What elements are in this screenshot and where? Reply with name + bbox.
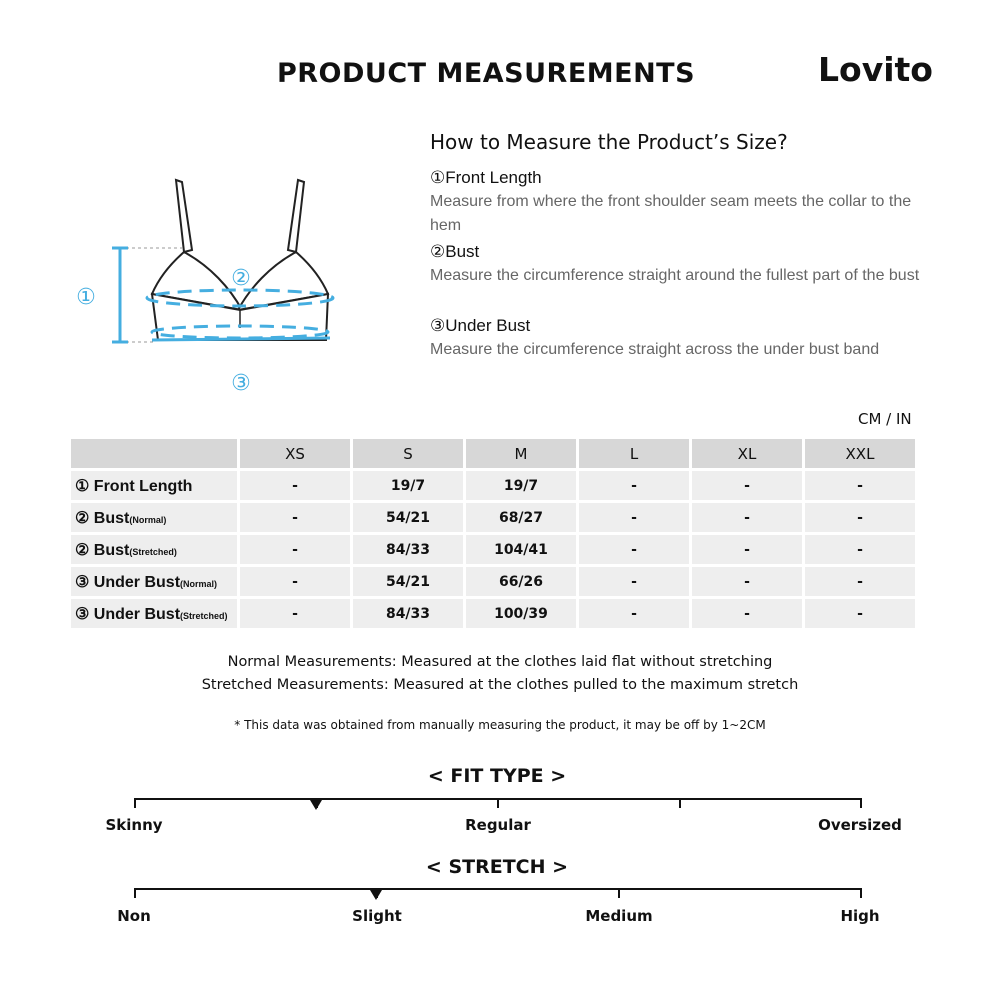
stretch-label-non: Non xyxy=(117,907,151,925)
fit-type-tick xyxy=(134,798,136,808)
table-cell: - xyxy=(692,567,802,596)
table-cell: 66/26 xyxy=(466,567,576,596)
table-cell: - xyxy=(579,471,689,500)
size-chart-table xyxy=(68,436,918,631)
table-cell: - xyxy=(579,599,689,628)
marker-under-bust: ③ xyxy=(231,371,251,396)
table-cell: - xyxy=(805,471,915,500)
table-cell: 19/7 xyxy=(353,471,463,500)
stretch-scale xyxy=(134,888,862,900)
brand-logo: Lovito xyxy=(818,50,933,89)
fit-type-tick xyxy=(497,798,499,808)
table-cell: - xyxy=(692,535,802,564)
stretch-tick xyxy=(376,888,378,898)
table-cell: - xyxy=(240,503,350,532)
howto-desc-bust: Measure the circumference straight around the fullest part of the bust xyxy=(430,267,920,284)
table-cell: - xyxy=(805,503,915,532)
table-cell: - xyxy=(805,599,915,628)
stretch-tick xyxy=(134,888,136,898)
howto-desc-under-bust: Measure the circumference straight across the under bust band xyxy=(430,341,880,358)
row-label: ② Bust(Stretched) xyxy=(71,535,237,564)
table-cell: - xyxy=(579,567,689,596)
table-cell: 100/39 xyxy=(466,599,576,628)
table-cell: 68/27 xyxy=(466,503,576,532)
howto-label-front-length: ①Front Length xyxy=(430,168,542,187)
note-disclaimer: * This data was obtained from manually measuring the product, it may be off by 1~2CM xyxy=(234,718,766,732)
row-label: ③ Under Bust(Stretched) xyxy=(71,599,237,628)
stretch-title: < STRETCH > xyxy=(425,856,569,878)
stretch-tick xyxy=(860,888,862,898)
page-title: PRODUCT MEASUREMENTS xyxy=(276,58,696,89)
row-label: ③ Under Bust(Normal) xyxy=(71,567,237,596)
size-header: S xyxy=(353,439,463,468)
table-cell: - xyxy=(805,567,915,596)
fit-type-tick xyxy=(679,798,681,808)
table-cell: 54/21 xyxy=(353,503,463,532)
table-cell: - xyxy=(240,567,350,596)
size-header: XS xyxy=(240,439,350,468)
fit-label-oversized: Oversized xyxy=(818,816,902,834)
unit-label: CM / IN xyxy=(858,410,912,428)
stretch-label-high: High xyxy=(840,907,880,925)
fit-type-tick xyxy=(860,798,862,808)
stretch-label-slight: Slight xyxy=(352,907,402,925)
marker-bust: ② xyxy=(231,266,251,291)
table-cell: - xyxy=(805,535,915,564)
howto-label-bust: ②Bust xyxy=(430,242,480,261)
table-cell: 84/33 xyxy=(353,535,463,564)
howto-label-under-bust: ③Under Bust xyxy=(430,316,531,335)
table-cell: - xyxy=(579,503,689,532)
table-row xyxy=(71,535,915,564)
howto-desc-front-length: Measure from where the front shoulder seam meets the collar to the hem xyxy=(430,193,912,234)
bra-measurement-diagram xyxy=(60,170,380,400)
note-normal: Normal Measurements: Measured at the clothes laid flat without stretching xyxy=(227,654,773,670)
table-cell: - xyxy=(692,599,802,628)
fit-type-title: < FIT TYPE > xyxy=(427,765,567,787)
table-cell: 84/33 xyxy=(353,599,463,628)
table-row xyxy=(71,599,915,628)
row-label: ① Front Length xyxy=(71,471,237,500)
table-corner xyxy=(71,439,237,468)
table-cell: 104/41 xyxy=(466,535,576,564)
stretch-tick xyxy=(618,888,620,898)
table-cell: - xyxy=(692,503,802,532)
table-cell: 19/7 xyxy=(466,471,576,500)
size-header: XXL xyxy=(805,439,915,468)
table-row xyxy=(71,567,915,596)
row-label: ② Bust(Normal) xyxy=(71,503,237,532)
table-cell: - xyxy=(240,535,350,564)
table-cell: - xyxy=(579,535,689,564)
note-stretched: Stretched Measurements: Measured at the clothes pulled to the maximum stretch xyxy=(201,677,799,693)
fit-type-scale xyxy=(134,798,862,810)
table-cell: - xyxy=(692,471,802,500)
fit-type-tick xyxy=(316,798,318,808)
stretch-label-medium: Medium xyxy=(585,907,653,925)
table-cell: - xyxy=(240,471,350,500)
size-header: L xyxy=(579,439,689,468)
table-row xyxy=(71,471,915,500)
table-cell: 54/21 xyxy=(353,567,463,596)
fit-label-skinny: Skinny xyxy=(105,816,163,834)
table-row xyxy=(71,503,915,532)
size-header-row xyxy=(71,439,915,468)
size-header: XL xyxy=(692,439,802,468)
howto-heading: How to Measure the Product’s Size? xyxy=(430,130,788,154)
fit-label-regular: Regular xyxy=(465,816,531,834)
table-cell: - xyxy=(240,599,350,628)
size-header: M xyxy=(466,439,576,468)
marker-front-length: ① xyxy=(76,285,96,310)
stretch-line xyxy=(134,888,862,890)
